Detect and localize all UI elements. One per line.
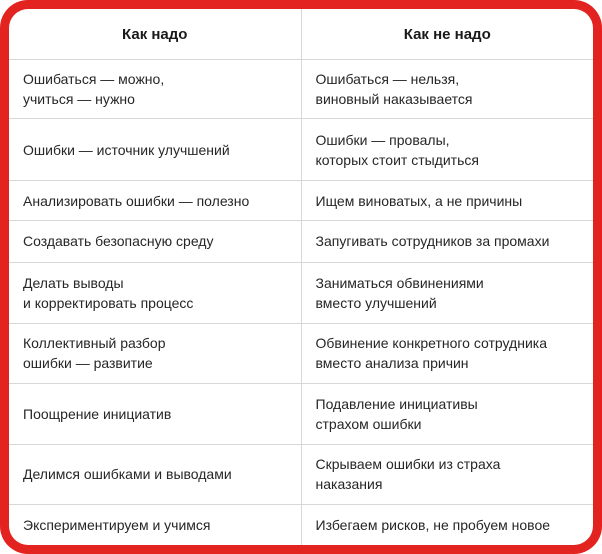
table-row [9,324,593,383]
do-cell: Поощрение инициатив [9,383,301,445]
dont-cell: Заниматься обвинениями вместо улучшений [301,262,593,324]
dont-cell: Подавление инициативы страхом ошибки [301,383,593,445]
dont-cell: Обвинение конкретного сотрудника вместо анализа причин [301,324,593,383]
table-row [9,180,593,220]
dont-cell: Ошибки — провалы, которых стоит стыдиться [301,119,593,181]
table-row [9,60,593,119]
comparison-card [9,9,593,545]
do-cell: Анализировать ошибки — полезно [9,180,301,220]
do-cell: Экспериментируем и учимся [9,504,301,545]
do-cell: Делимся ошибками и выводами [9,445,301,504]
do-cell: Создавать безопасную среду [9,221,301,262]
comparison-table [9,9,593,545]
table-row [9,504,593,545]
table-row [9,383,593,445]
do-cell: Коллективный разбор ошибки — развитие [9,324,301,383]
table-row [9,445,593,504]
table-row [9,119,593,181]
do-cell: Ошибки — источник улучшений [9,119,301,181]
do-cell: Делать выводы и корректировать процесс [9,262,301,324]
dont-cell: Ищем виноватых, а не причины [301,180,593,220]
table-row [9,221,593,262]
dont-cell: Ошибаться — нельзя, виновный наказывается [301,60,593,119]
do-cell: Ошибаться — можно, учиться — нужно [9,60,301,119]
dont-cell: Запугивать сотрудников за промахи [301,221,593,262]
header-dont: Как не надо [301,9,593,60]
dont-cell: Избегаем рисков, не пробуем новое [315,516,551,533]
dont-cell: Скрываем ошибки из страха наказания [301,445,593,504]
table-row [9,262,593,324]
header-do: Как надо [9,9,301,60]
header-row [9,9,593,60]
